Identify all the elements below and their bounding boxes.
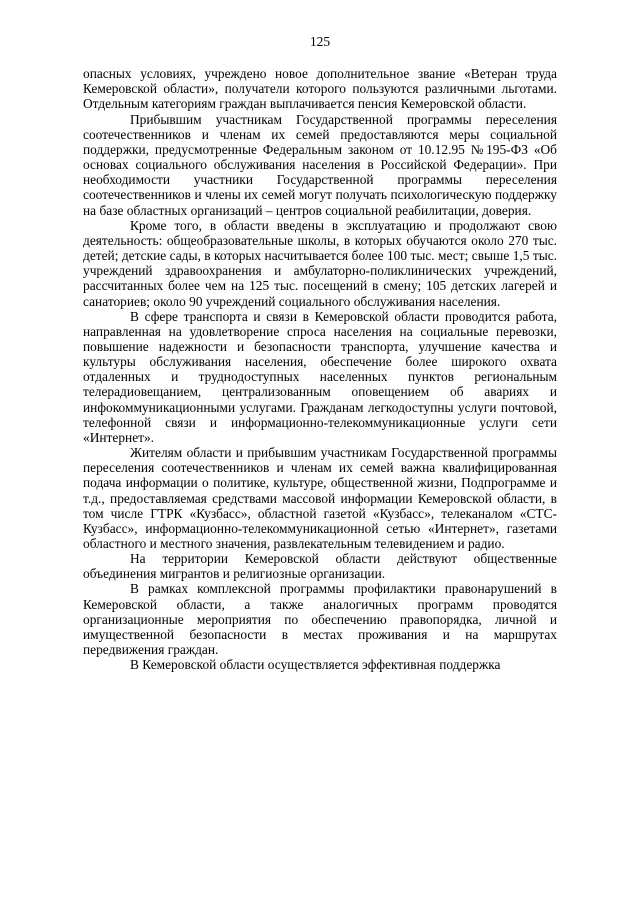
paragraph: Прибывшим участникам Государственной программы переселения соотечественников и членам их семей предоставляются меры социальной поддержки, предусмотренные Федеральным законом от 10.12.95 №195-ФЗ «Об основах социального обслуживания населения в Российской Федерации». При необходимости участники Государственной программы переселения соотечественников и члены их семей могут получать психологическую поддержку на базе областных организаций – центров социальной реабилитации, доверия.	[83, 111, 557, 218]
document-page	[83, 34, 557, 672]
paragraph: В рамках комплексной программы профилактики правонарушений в Кемеровской области, а также аналогичных программ проводятся организационные мероприятия по обеспечению правопорядка, личной и имущественной безопасности в местах проживания и на маршрутах передвижения граждан.	[83, 581, 557, 658]
paragraph: опасных условиях, учреждено новое дополнительное звание «Ветеран труда Кемеровской области», получатели которого пользуются различными льготами. Отдельным категориям граждан выплачивается пенсия Кемеровской области.	[83, 66, 557, 112]
paragraph: В сфере транспорта и связи в Кемеровской области проводится работа, направленная на удовлетворение спроса населения на социальные перевозки, повышение надежности и безопасности транспорта, улучшение качества и культуры обслуживания населения, обеспечение более широкого охвата отдаленных и труднодоступных населенных пунктов региональным телерадиовещанием, централизованным оповещением об авариях и инфокоммуникационными услугами. Гражданам легкодоступны услуги почтовой, телефонной связи и информационно-телекоммуникационные услуги сети «Интернет».	[83, 308, 557, 445]
paragraph: На территории Кемеровской области действуют общественные объединения мигрантов и религиозные организации.	[83, 551, 557, 582]
body-text	[83, 66, 557, 672]
paragraph: Кроме того, в области введены в эксплуатацию и продолжают свою деятельность: общеобразовательные школы, в которых обучаются около 270 тыс. детей; детские сады, в которых насчитывается более 100 тыс. мест; свыше 1,5 тыс. учреждений здравоохранения и амбулаторно-поликлинических учреждений, рассчитанных более чем на 125 тыс. посещений в смену; 105 детских лагерей и санаториев; около 90 учреждений социального обслуживания населения.	[83, 217, 557, 309]
page-number: 125	[309, 34, 331, 49]
paragraph: Жителям области и прибывшим участникам Государственной программы переселения соотечественников и членам их семей важна квалифицированная подача информации о политике, культуре, общественной жизни, Подпрограмме и т.д., предоставляемая средствами массовой информации Кемеровской области, в том числе ГТРК «Кузбасс», областной газетой «Кузбасс», телеканалом «СТС-Кузбасс», информационно-телекоммуникационной сетью «Интернет», газетами областного и местного значения, развлекательным телевидением и радио.	[83, 445, 557, 551]
paragraph: В Кемеровской области осуществляется эффективная поддержка	[130, 657, 501, 673]
